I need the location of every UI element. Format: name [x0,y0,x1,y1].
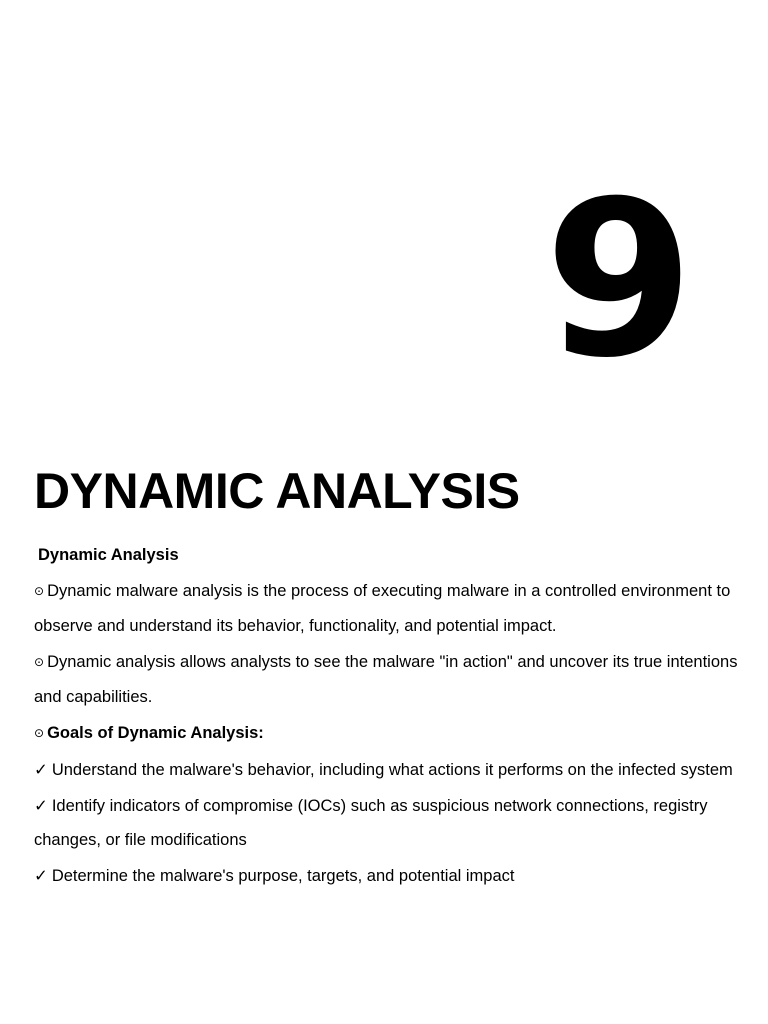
bullet-text: Dynamic malware analysis is the process of executing malware in a controlled environment to observe and understand its behavior, functionality, and potential impact. [34,582,731,635]
goal-item-text: Understand the malware's behavior, including what actions it performs on the infected system [51,761,733,779]
goal-item-text: Identify indicators of compromise (IOCs) such as suspicious network connections, registry changes, or file modifications [34,797,708,849]
checkmark-icon: ✓ [34,760,48,779]
circled-dot-bullet-icon: ⊙ [34,655,45,669]
goal-item [34,859,738,893]
goal-item [34,753,738,787]
bullet-text: Dynamic analysis allows analysts to see the malware "in action" and uncover its true intentions and capabilities. [34,653,738,706]
goal-item-text: Determine the malware's purpose, targets, and potential impact [51,867,515,885]
chapter-number: 9 [544,154,690,405]
goals-heading [34,716,738,751]
circled-dot-bullet-icon: ⊙ [34,584,45,598]
circled-dot-bullet-icon: ⊙ [34,726,45,740]
goal-item [34,789,738,857]
document-body [34,538,738,895]
checkmark-icon: ✓ [34,796,48,815]
section-heading: Dynamic Analysis [38,546,179,564]
checkmark-icon: ✓ [34,866,48,885]
chapter-title: DYNAMIC ANALYSIS [34,463,520,519]
goals-heading-text: Goals of Dynamic Analysis: [47,724,264,742]
bullet-paragraph [34,574,738,643]
bullet-paragraph [34,645,738,714]
